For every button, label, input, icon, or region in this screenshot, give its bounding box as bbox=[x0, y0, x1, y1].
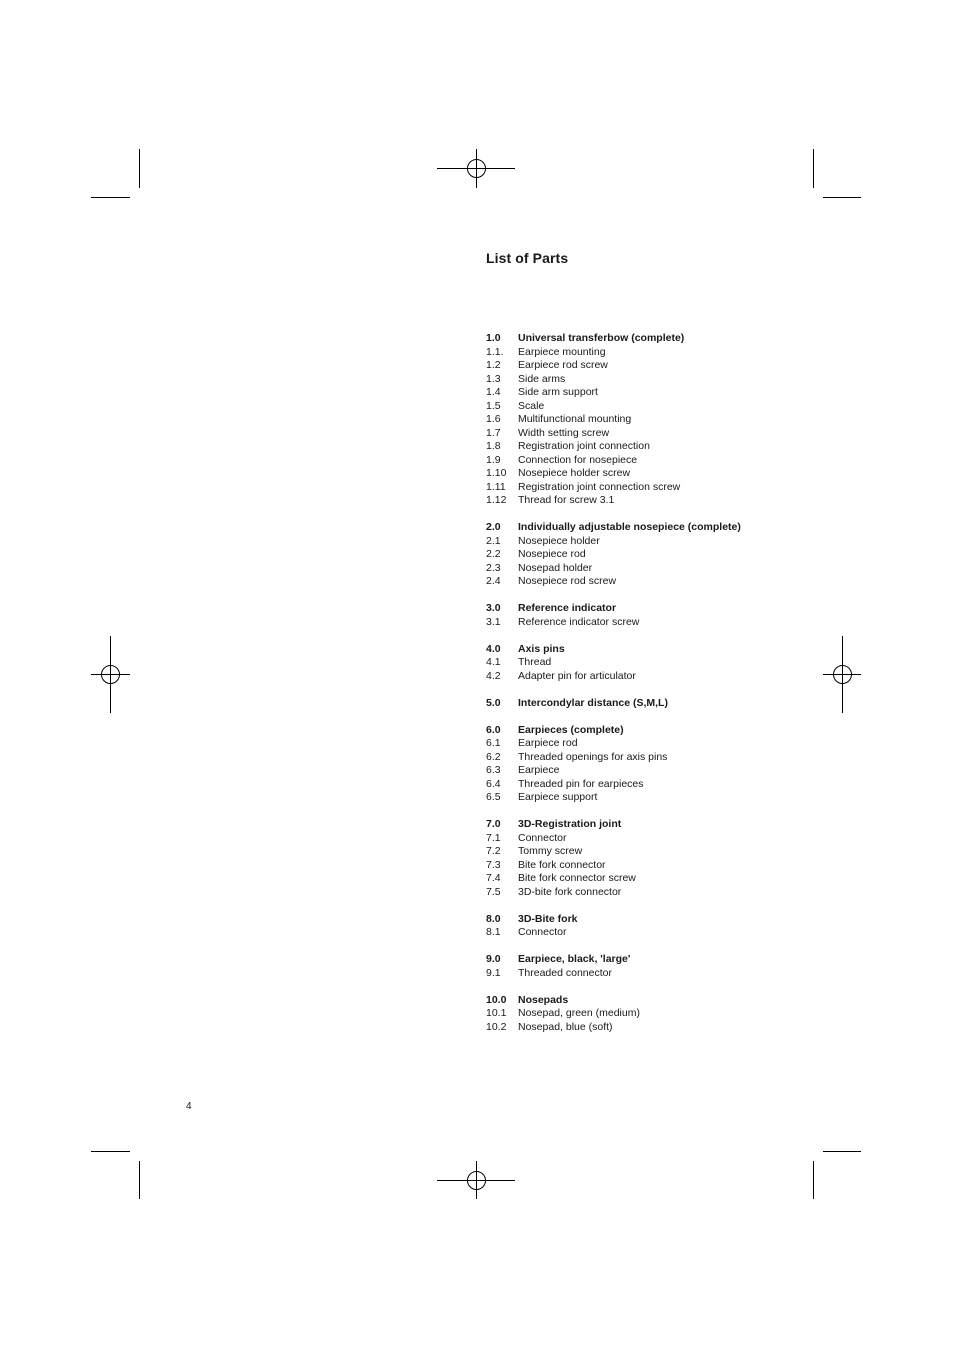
part-number: 7.3 bbox=[486, 858, 501, 871]
part-number: 1.11 bbox=[486, 480, 506, 493]
part-label: Individually adjustable nosepiece (complete) bbox=[518, 521, 741, 533]
list-item bbox=[486, 926, 906, 940]
part-label: Earpiece, black, 'large' bbox=[518, 953, 631, 965]
list-item bbox=[486, 386, 906, 400]
part-label: Width setting screw bbox=[518, 426, 610, 439]
part-number: 7.2 bbox=[486, 845, 501, 857]
part-number: 6.0 bbox=[486, 723, 501, 736]
part-label: Tommy screw bbox=[518, 845, 583, 857]
parts-group bbox=[486, 953, 906, 980]
list-item bbox=[486, 1021, 906, 1035]
part-number: 1.10 bbox=[486, 467, 507, 479]
list-item bbox=[486, 967, 906, 981]
part-label: Threaded connector bbox=[518, 966, 612, 979]
part-label: Registration joint connection bbox=[518, 440, 650, 452]
list-item bbox=[486, 791, 906, 805]
part-number: 6.4 bbox=[486, 777, 501, 790]
part-label: 3D-bite fork connector bbox=[518, 885, 622, 898]
part-label: Earpiece mounting bbox=[518, 345, 606, 358]
part-label: Earpiece rod screw bbox=[518, 359, 608, 371]
list-item bbox=[486, 440, 906, 454]
part-label: Thread bbox=[518, 656, 552, 668]
part-label: Nosepiece holder bbox=[518, 534, 600, 547]
part-label: Bite fork connector bbox=[518, 858, 606, 871]
list-item bbox=[486, 481, 906, 495]
part-number: 10.0 bbox=[486, 993, 507, 1006]
parts-group bbox=[486, 818, 906, 899]
parts-group bbox=[486, 913, 906, 940]
part-number: 2.1 bbox=[486, 534, 501, 547]
part-number: 7.5 bbox=[486, 885, 501, 898]
list-item bbox=[486, 575, 906, 589]
list-item bbox=[486, 454, 906, 468]
list-item bbox=[486, 886, 906, 900]
part-number: 10.2 bbox=[486, 1020, 507, 1033]
list-item bbox=[486, 373, 906, 387]
list-item bbox=[486, 751, 906, 765]
part-number: 8.1 bbox=[486, 926, 501, 938]
part-label: Threaded openings for axis pins bbox=[518, 750, 668, 763]
page-number: 4 bbox=[186, 1101, 192, 1112]
part-number: 7.4 bbox=[486, 872, 501, 884]
list-item bbox=[486, 467, 906, 481]
list-item bbox=[486, 359, 906, 373]
list-item bbox=[486, 413, 906, 427]
part-label: Nosepad, green (medium) bbox=[518, 1007, 640, 1019]
part-number: 2.2 bbox=[486, 548, 501, 560]
part-number: 1.4 bbox=[486, 386, 501, 398]
part-label: Nosepiece rod bbox=[518, 548, 586, 560]
part-label: Intercondylar distance (S,M,L) bbox=[518, 696, 668, 709]
part-number: 1.0 bbox=[486, 332, 501, 344]
list-item bbox=[486, 764, 906, 778]
parts-group bbox=[486, 521, 906, 589]
part-number: 6.1 bbox=[486, 737, 501, 749]
parts-group bbox=[486, 697, 906, 711]
group-heading bbox=[486, 994, 906, 1008]
part-number: 5.0 bbox=[486, 696, 501, 709]
part-number: 7.0 bbox=[486, 818, 501, 830]
part-number: 1.12 bbox=[486, 494, 507, 506]
part-label: Nosepads bbox=[518, 993, 569, 1006]
part-label: Adapter pin for articulator bbox=[518, 669, 636, 682]
part-label: Axis pins bbox=[518, 642, 565, 655]
part-number: 1.2 bbox=[486, 359, 501, 371]
group-heading bbox=[486, 643, 906, 657]
parts-group bbox=[486, 724, 906, 805]
part-number: 9.0 bbox=[486, 953, 501, 965]
list-item bbox=[486, 1007, 906, 1021]
group-heading bbox=[486, 953, 906, 967]
part-number: 10.1 bbox=[486, 1007, 507, 1019]
list-item bbox=[486, 656, 906, 670]
part-number: 9.1 bbox=[486, 966, 501, 979]
part-label: Reference indicator screw bbox=[518, 615, 640, 628]
part-number: 1.7 bbox=[486, 426, 501, 439]
part-label: Connector bbox=[518, 926, 567, 938]
list-item bbox=[486, 548, 906, 562]
list-item bbox=[486, 562, 906, 576]
part-number: 3.1 bbox=[486, 615, 501, 628]
list-item bbox=[486, 872, 906, 886]
list-item bbox=[486, 832, 906, 846]
parts-group bbox=[486, 332, 906, 508]
part-label: Reference indicator bbox=[518, 602, 617, 614]
parts-group bbox=[486, 602, 906, 629]
part-number: 6.2 bbox=[486, 750, 501, 763]
group-heading bbox=[486, 913, 906, 927]
part-number: 4.2 bbox=[486, 669, 501, 682]
parts-list bbox=[486, 332, 906, 1048]
list-item bbox=[486, 616, 906, 630]
list-item bbox=[486, 737, 906, 751]
list-item bbox=[486, 535, 906, 549]
group-heading bbox=[486, 521, 906, 535]
part-number: 8.0 bbox=[486, 912, 501, 925]
part-number: 2.0 bbox=[486, 521, 501, 533]
part-label: Earpiece rod bbox=[518, 737, 578, 749]
part-label: Nosepad holder bbox=[518, 561, 593, 574]
part-label: Connection for nosepiece bbox=[518, 453, 638, 466]
page-title: List of Parts bbox=[486, 250, 569, 266]
parts-group bbox=[486, 643, 906, 684]
part-label: Bite fork connector screw bbox=[518, 872, 636, 884]
part-label: Multifunctional mounting bbox=[518, 413, 632, 425]
part-label: Earpieces (complete) bbox=[518, 723, 624, 736]
list-item bbox=[486, 845, 906, 859]
part-label: Universal transferbow (complete) bbox=[518, 332, 685, 344]
part-number: 6.3 bbox=[486, 764, 501, 776]
group-heading bbox=[486, 724, 906, 738]
part-number: 4.0 bbox=[486, 642, 501, 655]
part-number: 1.1. bbox=[486, 345, 504, 358]
part-number: 1.6 bbox=[486, 413, 501, 425]
part-label: Side arm support bbox=[518, 386, 598, 398]
group-heading bbox=[486, 697, 906, 711]
part-number: 2.4 bbox=[486, 575, 501, 587]
part-number: 4.1 bbox=[486, 656, 501, 668]
part-label: 3D-Bite fork bbox=[518, 912, 578, 925]
list-item bbox=[486, 400, 906, 414]
part-label: Earpiece support bbox=[518, 791, 598, 803]
list-item bbox=[486, 427, 906, 441]
part-label: Nosepiece rod screw bbox=[518, 575, 617, 587]
part-number: 1.5 bbox=[486, 399, 501, 412]
part-label: Nosepad, blue (soft) bbox=[518, 1020, 613, 1033]
part-label: Side arms bbox=[518, 372, 566, 385]
list-item bbox=[486, 778, 906, 792]
list-item bbox=[486, 494, 906, 508]
part-label: Threaded pin for earpieces bbox=[518, 777, 644, 790]
part-label: 3D-Registration joint bbox=[518, 818, 622, 830]
list-item bbox=[486, 670, 906, 684]
part-label: Registration joint connection screw bbox=[518, 480, 681, 493]
part-label: Thread for screw 3.1 bbox=[518, 494, 615, 506]
part-number: 3.0 bbox=[486, 602, 501, 614]
part-number: 2.3 bbox=[486, 561, 501, 574]
part-number: 6.5 bbox=[486, 791, 501, 803]
list-item bbox=[486, 346, 906, 360]
part-label: Earpiece bbox=[518, 764, 560, 776]
group-heading bbox=[486, 818, 906, 832]
part-number: 7.1 bbox=[486, 831, 501, 844]
list-item bbox=[486, 859, 906, 873]
part-label: Nosepiece holder screw bbox=[518, 467, 631, 479]
group-heading bbox=[486, 602, 906, 616]
part-label: Scale bbox=[518, 399, 545, 412]
part-label: Connector bbox=[518, 831, 567, 844]
part-number: 1.3 bbox=[486, 372, 501, 385]
part-number: 1.8 bbox=[486, 440, 501, 452]
group-heading bbox=[486, 332, 906, 346]
part-number: 1.9 bbox=[486, 453, 501, 466]
parts-group bbox=[486, 994, 906, 1035]
